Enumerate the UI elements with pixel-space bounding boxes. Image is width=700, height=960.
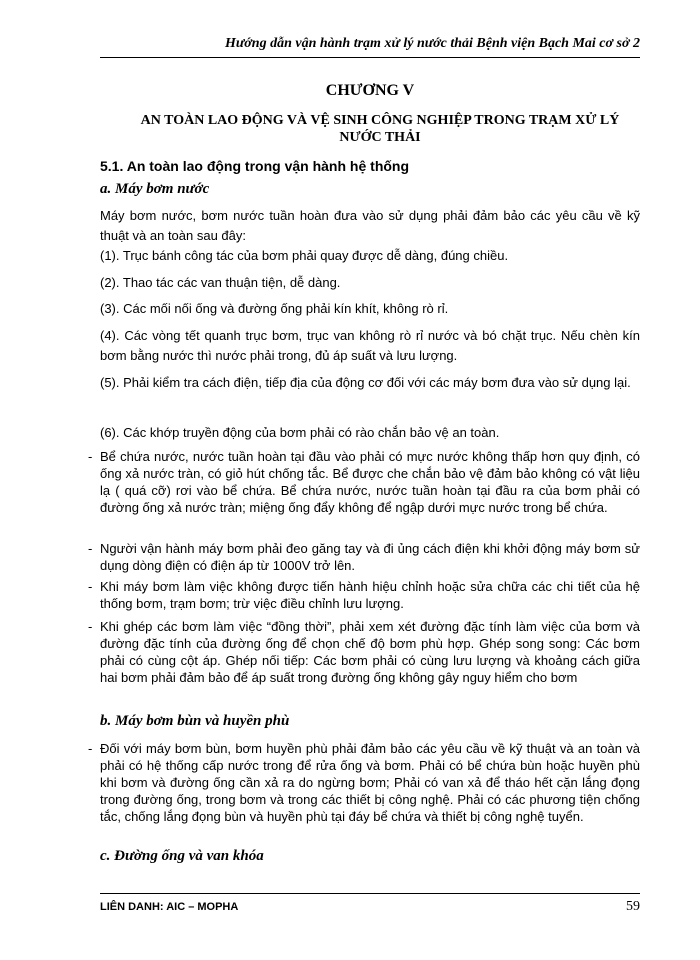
requirement-item: (3). Các mối nối ống và đường ống phải kín khít, không rò rỉ. (100, 301, 449, 316)
bullet-item (88, 618, 640, 686)
subheading-c: c. Đường ống và van khóa (100, 848, 264, 864)
footer-divider (100, 893, 640, 894)
requirement-item: (1). Trục bánh công tác của bơm phải quay được dễ dàng, đúng chiều. (100, 248, 509, 263)
requirement-item: (4). Các vòng tết quanh trục bơm, trục van không rò rỉ nước và bó chặt trục. Nếu chèn kín bơm bằng nước thì nước phải trong, đủ áp suất và lưu lượng. (100, 328, 640, 363)
chapter-heading: CHƯƠNG V (325, 82, 415, 99)
bullet-dash: - (88, 741, 93, 756)
bullet-item (88, 448, 640, 516)
requirement-item: (5). Phải kiểm tra cách điện, tiếp địa của động cơ đối với các máy bơm đưa vào sử dụng lại. (100, 375, 631, 390)
header-divider (100, 57, 640, 58)
bullet-dash: - (88, 619, 93, 634)
bullet-dash: - (88, 579, 93, 594)
page-header: Hướng dẫn vận hành trạm xử lý nước thải Bệnh viện Bạch Mai cơ sở 2 (225, 36, 640, 51)
requirement-item: (2). Thao tác các van thuận tiện, dễ dàng. (100, 275, 341, 290)
bullet-text: Bể chứa nước, nước tuần hoàn tại đầu vào phải có mực nước không thấp hơn quy định, có ống xả nước tràn, có giỏ hút chống tắc. Bể được che chắn bảo vệ đảm bảo không có vật liệu lạ ( quá cỡ) rơi vào bể chứa. Bể chứa nước, nước tuần hoàn tại đầu ra của bơm phải có đường ống xả nước tràn; miệng ống đẩy không để ngập dưới mực nước trong bể chứa. (100, 449, 640, 515)
chapter-title: AN TOÀN LAO ĐỘNG VÀ VỆ SINH CÔNG NGHIỆP TRONG TRẠM XỬ LÝ NƯỚC THẢI (140, 113, 620, 145)
bullet-text: Khi ghép các bơm làm việc “đồng thời”, phải xem xét đường đặc tính làm việc của bơm và đường đặc tính của đường ống để chọn chế độ bơm phù hợp. Ghép song song: Các bơm phải có cùng cột áp. Ghép nối tiếp: Các bơm phải có cùng lưu lượng và khoảng cách giữa hai bơm phải đảm bảo để áp suất trong đường ống không gây nguy hiểm cho bơm (100, 619, 640, 685)
footer-company: LIÊN DANH: AIC – MOPHA (100, 901, 239, 913)
bullet-dash: - (88, 449, 93, 464)
bullet-item (88, 540, 640, 574)
page-number: 59 (626, 899, 640, 914)
subheading-b: b. Máy bơm bùn và huyền phù (100, 713, 290, 729)
bullet-text: Người vận hành máy bơm phải đeo găng tay và đi ủng cách điện khi khởi động máy bơm sử dụng dòng điện có điện áp từ 1000V trở lên. (100, 541, 640, 573)
subheading-a: a. Máy bơm nước (100, 181, 210, 197)
bullet-item (88, 740, 640, 825)
bullet-item (88, 578, 640, 612)
section-heading: 5.1. An toàn lao động trong vận hành hệ thống (100, 158, 410, 174)
bullet-dash: - (88, 541, 93, 556)
bullet-text: Khi máy bơm làm việc không được tiến hành hiệu chỉnh hoặc sửa chữa các chi tiết của hệ thống bơm, trạm bơm; trừ việc điều chỉnh lưu lượng. (100, 579, 640, 611)
bullet-text: Đối với máy bơm bùn, bơm huyền phù phải đảm bảo các yêu cầu về kỹ thuật và an toàn và phải có hệ thống cấp nước trong để rửa ống và bơm. Phải có bể chứa bùn hoặc huyền phù khi bơm và đường ống cần xả ra do ngừng bơm; Phải có van xả để tháo hết cặn lắng đọng trong đường ống, trong bơm và trong các thiết bị công nghệ. Phải có các phương tiện chống tắc, chống lắng đọng bùn và huyền phù tại đáy bể chứa và thiết bị công nghệ tuyển. (100, 741, 640, 824)
requirement-item: (6). Các khớp truyền động của bơm phải có rào chắn bảo vệ an toàn. (100, 425, 500, 440)
intro-paragraph: Máy bơm nước, bơm nước tuần hoàn đưa vào sử dụng phải đảm bảo các yêu cầu về kỹ thuật và an toàn sau đây: (100, 208, 640, 243)
